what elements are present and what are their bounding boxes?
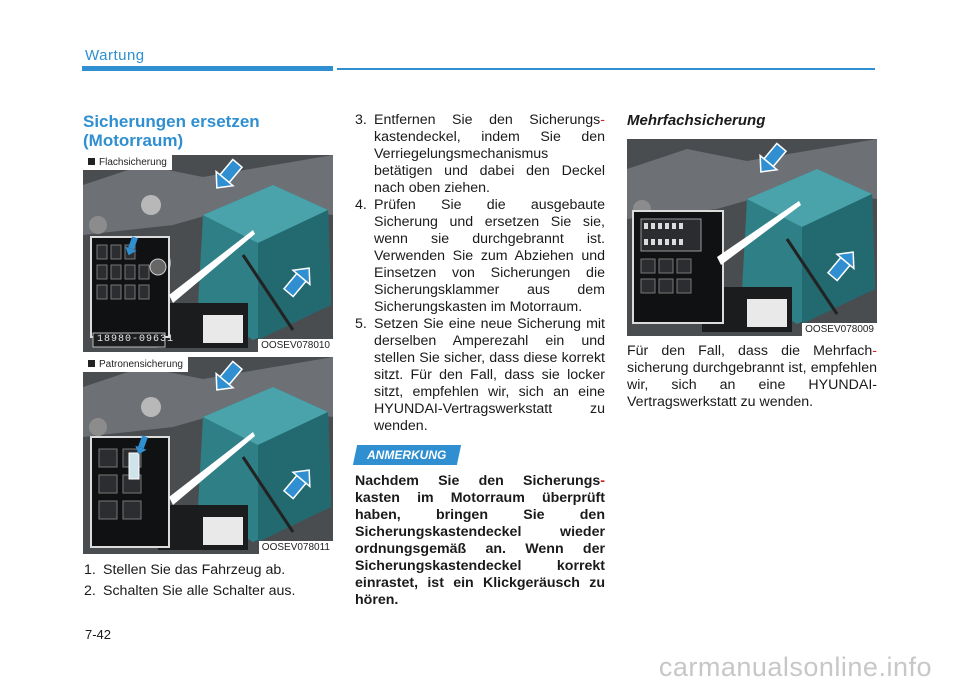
section-title-line-2: (Motorraum): [83, 131, 184, 150]
fuse-part-number: 18980-09631: [97, 334, 175, 345]
step-text: Schalten Sie alle Schalter aus.: [103, 583, 296, 599]
hyphen: -: [600, 473, 605, 489]
note-badge-text: ANMERKUNG: [367, 448, 447, 462]
multi-text-part: Für den Fall, dass die Mehrfach: [627, 343, 873, 359]
flat-fuse-figure-code: OOSEV078010: [258, 339, 333, 352]
step-number: 3.: [355, 112, 367, 128]
step-text: [374, 112, 605, 197]
engine-bay-illustration: [83, 155, 333, 352]
cartridge-fuse-figure-code: OOSEV078011: [259, 541, 333, 554]
engine-bay-illustration: [627, 139, 877, 336]
section-title: [83, 112, 333, 150]
square-bullet-icon: [88, 360, 95, 367]
cartridge-fuse-label: [83, 357, 188, 372]
step-number: 5.: [355, 316, 367, 332]
multi-text-part: sicherung durchgebrannt ist, empfehlen wir, sich an eine HYUNDAI-Vertragswerkstatt zu wenden.: [627, 360, 877, 410]
multi-fuse-figure-code: OOSEV078009: [802, 323, 877, 336]
step-text-part: Entfernen Sie den Sicherungs: [374, 112, 601, 128]
step-5: [355, 316, 605, 435]
note-text-part: Nachdem Sie den Sicherungs: [355, 473, 601, 489]
step-text-part: kastendeckel, indem Sie den Verriegelungsmechanismus betätigen und dabei den Deckel nach oben ziehen.: [374, 129, 605, 196]
flat-fuse-label: [83, 155, 172, 170]
step-4: [355, 197, 605, 316]
flat-fuse-label-text: Flachsicherung: [99, 157, 167, 168]
step-text: Stellen Sie das Fahrzeug ab.: [103, 562, 286, 578]
page-number: 7-42: [85, 627, 112, 642]
multi-fuse-text: [627, 343, 877, 411]
step-number: 1.: [84, 562, 96, 578]
step-1: [84, 562, 334, 579]
step-text: Setzen Sie eine neue Sicherung mit derselben Amperezahl ein und stellen Sie sicher, dass diese korrekt sitzt. Für den Fall, dass sie locker sitzt, empfehlen wir, sich an eine HYUNDAI-Vertragswerkstatt zu wenden.: [374, 316, 605, 434]
step-number: 4.: [355, 197, 367, 213]
hyphen: -: [872, 343, 877, 359]
figure-cartridge-fuse: [83, 357, 333, 554]
figure-flat-fuse: [83, 155, 333, 352]
engine-bay-illustration: [83, 357, 333, 554]
cartridge-fuse-label-text: Patronensicherung: [99, 359, 183, 370]
step-2: [84, 583, 334, 600]
step-number: 2.: [84, 583, 96, 599]
watermark: carmanualsonline.info: [658, 652, 932, 682]
section-title-line-1: Sicherungen ersetzen: [83, 112, 260, 131]
note-text: [355, 473, 605, 609]
hyphen: -: [600, 112, 605, 128]
note-badge: [353, 445, 461, 465]
chapter-title: Wartung: [85, 47, 145, 64]
step-text: Prüfen Sie die ausgebaute Sicherung und ersetzen Sie sie, wenn sie durchgebrannt ist. Verwenden Sie zum Abziehen und Einsetzen von Sicherungen die Sicherungsklammer aus dem Sicherungskasten im Motorraum.: [374, 197, 605, 315]
header-rule-thick: [82, 66, 333, 71]
square-bullet-icon: [88, 158, 95, 165]
header-rule-thin: [337, 68, 875, 70]
figure-multi-fuse: [627, 139, 877, 336]
step-3: [355, 112, 605, 197]
multi-fuse-title: Mehrfachsicherung: [627, 112, 766, 129]
note-text-part: kasten im Motorraum überprüft haben, bringen Sie den Sicherungskastendeckel wieder ordnungsgemäß an. Wenn der Sicherungskastendeckel korrekt einrastet, ist ein Klickgeräusch zu hören.: [355, 490, 605, 608]
